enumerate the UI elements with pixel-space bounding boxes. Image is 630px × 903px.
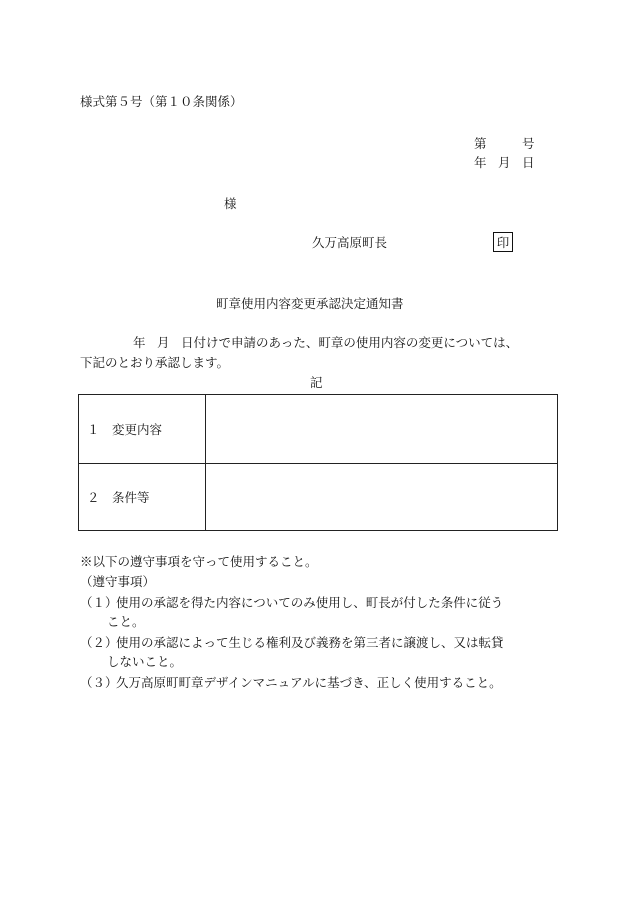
notes-subheading: （遵守事項） xyxy=(80,574,156,589)
list-item-number: （３） xyxy=(80,675,118,690)
document-title: 町章使用内容変更承認決定通知書 xyxy=(216,296,404,311)
approval-table xyxy=(78,394,558,531)
body-line2: 下記のとおり承認します。 xyxy=(80,355,230,370)
date-day: 日 xyxy=(522,155,535,170)
doc-number-dai: 第 xyxy=(474,136,487,151)
list-item-text: 使用の承認によって生じる権利及び義務を第三者に譲渡し、又は転貸 xyxy=(116,635,504,650)
doc-number-go: 号 xyxy=(522,136,535,151)
addressee-suffix: 様 xyxy=(224,196,237,211)
notes-heading: ※以下の遵守事項を守って使用すること。 xyxy=(80,554,318,569)
list-item-number: （１） xyxy=(80,595,118,610)
issuer-name: 久万高原町長 xyxy=(312,235,388,250)
list-item-number: （２） xyxy=(80,635,118,650)
body-line1: 日付けで申請のあった、町章の使用内容の変更については、 xyxy=(181,335,519,350)
body-year: 年 xyxy=(133,335,146,350)
table-row-label: １ 変更内容 xyxy=(87,422,163,437)
list-item-text: 使用の承認を得た内容についてのみ使用し、町長が付した条件に従う xyxy=(116,595,504,610)
table-row-label: ２ 条件等 xyxy=(87,490,150,505)
table-row-divider xyxy=(79,463,557,464)
date-month: 月 xyxy=(498,155,511,170)
form-number: 様式第５号（第１０条関係） xyxy=(80,94,243,109)
date-year: 年 xyxy=(474,155,487,170)
list-item-continuation: こと。 xyxy=(107,614,145,629)
body-month: 月 xyxy=(157,335,170,350)
seal-stamp: 印 xyxy=(493,232,513,252)
list-item-continuation: しないこと。 xyxy=(107,654,183,669)
list-item-text: 久万高原町町章デザインマニュアルに基づき、正しく使用すること。 xyxy=(116,675,502,690)
ki-heading: 記 xyxy=(310,375,323,390)
